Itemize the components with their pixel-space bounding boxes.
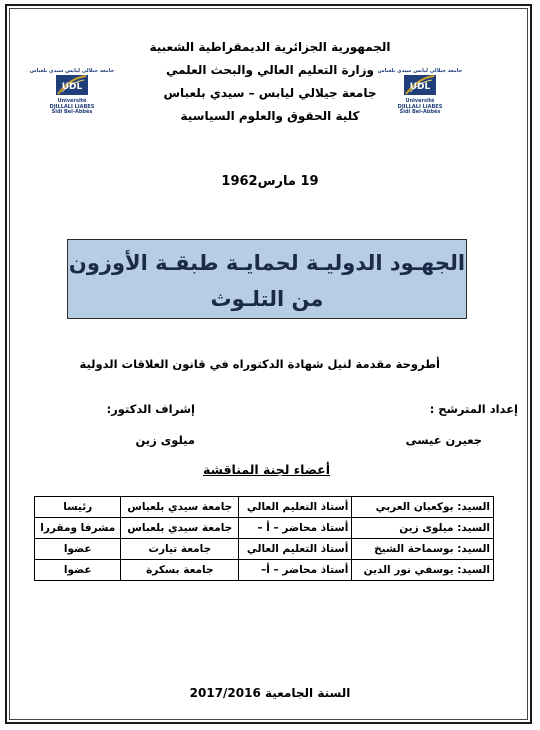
logo-arabic-name: جامعة جيلالي ليابس سيدي بلعباس (377, 68, 463, 74)
logo-sub1: DJILLALI LIABES (49, 104, 95, 110)
university-logo-left (29, 66, 115, 116)
member-role: مشرفا ومقررا (35, 518, 121, 539)
table-row (35, 539, 494, 560)
thesis-title-line-1: الجهـود الدوليـة لحمايـة طبقـة الأوزون (68, 251, 466, 275)
member-university: جامعة تيارت (121, 539, 239, 560)
table-row (35, 497, 494, 518)
member-role: عضوا (35, 560, 121, 581)
member-name: السيد: ميلوى زين (352, 518, 494, 539)
logo-sub2: Sidi Bel-Abbès (51, 109, 93, 115)
university-name: جامعة جيلالي ليابس – سيدي بلعباس (163, 86, 377, 100)
member-role: رئيسا (35, 497, 121, 518)
member-name: السيد: يوسفي نور الدين (352, 560, 494, 581)
date-line: 19 مارس1962 (221, 174, 319, 189)
member-rank: أستاذ التعليم العالي (239, 539, 352, 560)
member-rank: أستاذ محاضر – أ– (239, 560, 352, 581)
supervisor-name: ميلوى زين (135, 433, 195, 447)
thesis-title-box (67, 239, 467, 319)
member-university: جامعة سيدي بلعباس (121, 497, 239, 518)
member-rank: أستاذ التعليم العالي (239, 497, 352, 518)
member-university: جامعة سيدي بلعباس (121, 518, 239, 539)
svg-text:UDL: UDL (409, 82, 431, 92)
logo-arabic-name: جامعة جيلالي ليابس سيدي بلعباس (29, 68, 115, 74)
candidate-name: جعيرن عيسى (405, 433, 482, 447)
academic-year: السنة الجامعية 2017/2016 (189, 686, 351, 700)
logo-sub1: DJILLALI LIABES (397, 104, 443, 110)
udl-logo-icon (29, 66, 115, 116)
thesis-description: أطروحة مقدمة لنيل شهادة الدكتوراه في قانون العلاقات الدولية (79, 357, 440, 371)
candidate-label: إعداد المترشح : (429, 402, 518, 416)
institution-header (120, 36, 420, 128)
committee-table (34, 496, 494, 581)
logo-brand: Université (405, 98, 435, 104)
svg-text:UDL: UDL (61, 82, 83, 92)
member-rank: أستاذ محاضر – أ – (239, 518, 352, 539)
table-row (35, 518, 494, 539)
committee-title: أعضاء لجنة المناقشة (203, 462, 330, 477)
member-name: السيد: بوسماحة الشيخ (352, 539, 494, 560)
thesis-title-line-2: من التلـوث (210, 287, 324, 311)
member-name: السيد: بوكعبان العربي (352, 497, 494, 518)
member-university: جامعة بسكرة (121, 560, 239, 581)
ministry-name: وزارة التعليم العالي والبحث العلمي (165, 63, 375, 77)
faculty-name: كلية الحقوق والعلوم السياسية (180, 109, 360, 123)
logo-sub2: Sidi Bel-Abbès (399, 109, 441, 115)
table-row (35, 560, 494, 581)
supervisor-label: إشراف الدكتور: (106, 402, 195, 416)
logo-brand: Université (57, 98, 87, 104)
member-role: عضوا (35, 539, 121, 560)
republic-name: الجمهورية الجزائرية الديمقراطية الشعبية (149, 40, 391, 54)
